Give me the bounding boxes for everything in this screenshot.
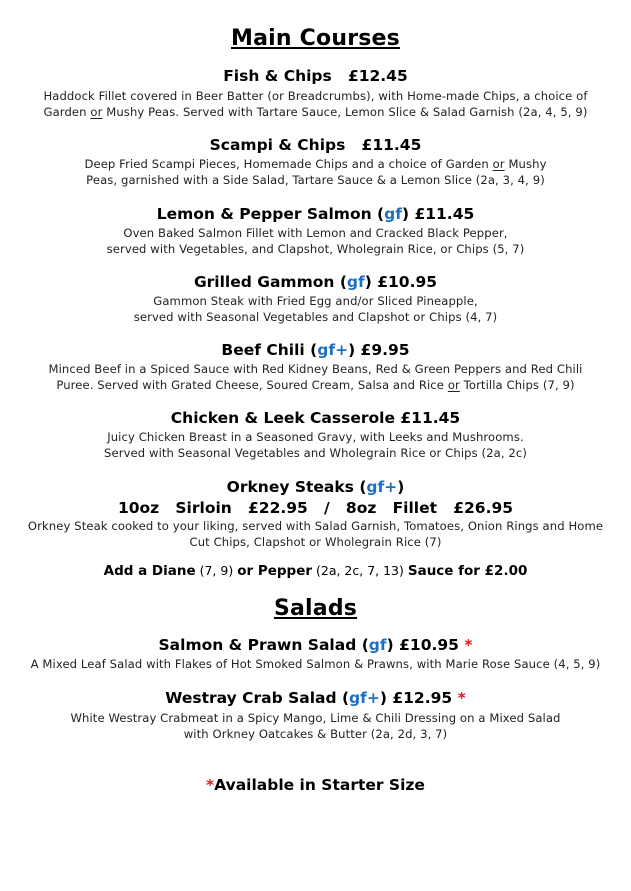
desc-text: Deep Fried Scampi Pieces, Homemade Chips and a choice of Garden — [84, 157, 493, 171]
menu-item-title — [0, 67, 631, 85]
diet-badge: gf — [384, 205, 402, 223]
item-description: served with Vegetables, and Clapshot, Wholegrain Rice, or Chips (5, 7) — [106, 242, 525, 256]
sauce-allergens: (7, 9) — [195, 563, 238, 578]
menu-item-title: Grilled Gammon (gf) £10.95 — [193, 273, 438, 291]
item-description: Cut Chips, Clapshot or Wholegrain Rice (7) — [189, 535, 442, 549]
diet-badge: gf — [368, 636, 387, 654]
diet-badge: gf+ — [366, 478, 398, 496]
sirloin-price: £22.95 — [248, 499, 308, 517]
sauce-allergens: (2a, 2c, 7, 13) — [312, 563, 408, 578]
sauce-text: Add a Diane — [103, 563, 196, 579]
desc-text: Tortilla Chips (7, 9) — [459, 378, 575, 392]
desc-text: Garden — [43, 105, 91, 119]
price-separator: / — [324, 499, 330, 517]
item-name: Orkney Steaks — [226, 478, 354, 496]
heading-part: M — [231, 26, 254, 51]
item-price: £12.95 — [392, 689, 453, 707]
item-price: £12.45 — [347, 67, 408, 85]
item-price: £9.95 — [360, 341, 410, 359]
fillet-price: £26.95 — [453, 499, 514, 517]
item-price: £11.45 — [414, 205, 475, 223]
heading-part: ain — [253, 26, 292, 51]
heading-part: alads — [289, 596, 358, 621]
menu-item-title: Salmon & Prawn Salad (gf) £10.95 * — [158, 636, 473, 654]
menu-item-title — [0, 409, 631, 427]
item-description: Oven Baked Salmon Fillet with Lemon and Cracked Black Pepper, — [123, 226, 508, 240]
item-description: Juicy Chicken Breast in a Seasoned Gravy, with Leeks and Mushrooms. — [107, 430, 524, 444]
item-description — [0, 157, 631, 171]
desc-or: or — [492, 157, 505, 171]
menu-item-title: Westray Crab Salad (gf+) £12.95 * — [165, 689, 466, 707]
item-name: Grilled Gammon — [193, 273, 335, 291]
item-description: A Mixed Leaf Salad with Flakes of Hot Smoked Salmon & Prawns, with Marie Rose Sauce (4, 5, 9) — [30, 657, 601, 671]
diet-badge: gf — [346, 273, 365, 291]
item-description — [0, 105, 631, 119]
item-description: Haddock Fillet covered in Beer Batter (or Breadcrumbs), with Home-made Chips, a choice of — [43, 89, 588, 103]
item-description: Peas, garnished with a Side Salad, Tartare Sauce & a Lemon Slice (2a, 3, 4, 9) — [86, 173, 545, 187]
item-description: White Westray Crabmeat in a Spicy Mango, Lime & Chili Dressing on a Mixed Salad — [70, 711, 561, 725]
starter-star: * — [206, 776, 215, 794]
desc-text: Puree. Served with Grated Cheese, Soured Cream, Salsa and Rice — [56, 378, 448, 392]
heading-part: urses — [331, 26, 400, 51]
desc-or: or — [447, 378, 460, 392]
item-price: £10.95 — [399, 636, 459, 654]
item-description: Gammon Steak with Fried Egg and/or Sliced Pineapple, — [153, 294, 478, 308]
item-name: Fish & Chips — [223, 67, 332, 85]
item-description — [0, 378, 631, 392]
menu-item-title: Lemon & Pepper Salmon (gf) £11.45 — [156, 205, 475, 223]
desc-or: or — [90, 105, 103, 119]
item-price: £10.95 — [377, 273, 438, 291]
menu-item-title: Beef Chili (gf+) £9.95 — [221, 341, 410, 359]
sauce-text: or Pepper — [237, 563, 313, 579]
steak-prices — [0, 499, 631, 517]
main-courses-heading — [0, 26, 631, 51]
item-name: Scampi & Chips — [209, 136, 346, 154]
item-description: served with Seasonal Vegetables and Clapshot or Chips (4, 7) — [133, 310, 498, 324]
fillet-label: 8oz Fillet — [345, 499, 438, 517]
menu-item-title — [0, 136, 631, 154]
item-price: £11.45 — [361, 136, 422, 154]
item-name: Westray Crab Salad — [165, 689, 337, 707]
sauce-addon — [0, 563, 631, 579]
footer-text: Available in Starter Size — [214, 776, 425, 794]
heading-part: Co — [291, 26, 332, 51]
diet-badge: gf+ — [317, 341, 349, 359]
item-name: Lemon & Pepper Salmon — [156, 205, 372, 223]
item-name: Beef Chili — [221, 341, 305, 359]
heading-part: S — [273, 596, 290, 621]
item-description: Orkney Steak cooked to your liking, served with Salad Garnish, Tomatoes, Onion Rings and Home — [27, 519, 604, 533]
sauce-price: Sauce for £2.00 — [407, 563, 528, 579]
starter-star: * — [464, 636, 473, 654]
menu-item-title: Orkney Steaks (gf+) — [226, 478, 405, 496]
item-description: with Orkney Oatcakes & Butter (2a, 2d, 3, 7) — [183, 727, 448, 741]
salads-heading — [0, 596, 631, 621]
item-description: Minced Beef in a Spiced Sauce with Red Kidney Beans, Red & Green Peppers and Red Chili — [48, 362, 583, 376]
item-price: £11.45 — [400, 409, 461, 427]
item-description: Served with Seasonal Vegetables and Wholegrain Rice or Chips (2a, 2c) — [104, 446, 527, 460]
desc-text: Mushy — [504, 157, 547, 171]
starter-size-note — [0, 776, 631, 794]
item-name: Chicken & Leek Casserole — [170, 409, 395, 427]
item-name: Salmon & Prawn Salad — [158, 636, 357, 654]
sirloin-label: 10oz Sirloin — [117, 499, 232, 517]
diet-badge: gf+ — [349, 689, 380, 707]
desc-text: Mushy Peas. Served with Tartare Sauce, Lemon Slice & Salad Garnish (2a, 4, 5, 9) — [102, 105, 588, 119]
starter-star: * — [457, 689, 466, 707]
